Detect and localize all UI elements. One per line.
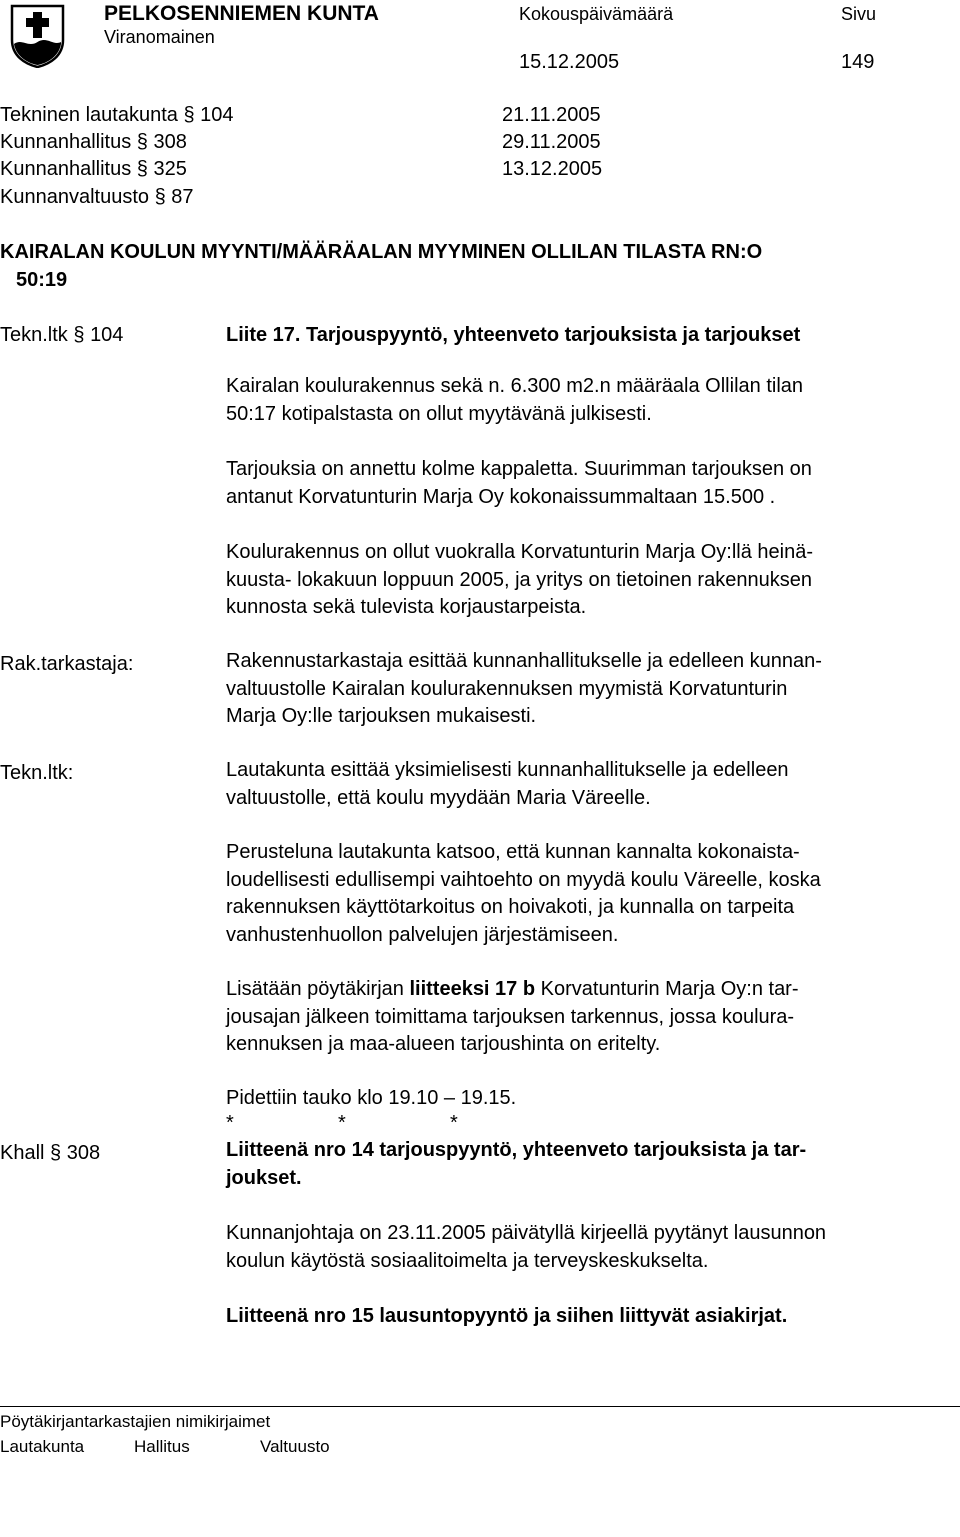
text-line: Tarjouksia on annettu kolme kappaletta. Suurimman tarjouksen on (226, 458, 812, 480)
paragraph-offers (226, 456, 946, 511)
text-line: rakennuksen käyttötarkoitus on hoivakoti, ja kunnalla on tarpeita (226, 896, 795, 918)
text-line: kunnosta sekä tulevista korjaustarpeista. (226, 596, 587, 618)
history-section-number: 87 (171, 186, 194, 208)
separator-star: * (226, 1112, 234, 1134)
text-line: antanut Korvatunturin Marja Oy kokonaissummaltaan 15.500 . (226, 485, 776, 508)
tekn-ltk-reference (0, 325, 123, 345)
document-title-continued: 50:19 (16, 269, 68, 291)
paragraph-rental (226, 539, 946, 622)
text-segment: Korvatunturin Marja Oy:n tar- (535, 978, 799, 1000)
text-line: valtuustolle, että koulu myydään Maria Väreelle. (226, 786, 651, 809)
paragraph-sale-info (226, 373, 946, 428)
history-item (0, 187, 194, 207)
text-line: vanhustenhuollon palvelujen järjestämiseen. (226, 923, 619, 946)
history-section-number: 104 (200, 104, 234, 126)
municipality-name: PELKOSENNIEMEN KUNTA (104, 2, 379, 25)
text-line: koulun käytöstä sosiaalitoimelta ja terveyskeskukselta. (226, 1249, 709, 1272)
page-number: 149 (841, 51, 875, 73)
paragraph-attachment-17b (226, 976, 946, 1059)
section-sign: § (154, 186, 166, 208)
attachment-14-heading (226, 1137, 946, 1192)
paragraph-building-inspector-proposal (226, 648, 946, 731)
khall-reference (0, 1143, 100, 1163)
tekn-ltk-label: Tekn.ltk (0, 324, 68, 346)
rak-tarkastaja-label: Rak.tarkastaja: (0, 653, 134, 675)
section-sign: § (183, 104, 195, 126)
paragraph-justification (226, 839, 946, 949)
section-sign: § (136, 131, 148, 153)
section-sign: § (50, 1142, 62, 1164)
history-date: 13.12.2005 (502, 158, 603, 180)
text-line: Kunnanjohtaja on 23.11.2005 päivätyllä kirjeellä pyytänyt lausunnon (226, 1222, 827, 1244)
attachment-15-heading: Liitteenä nro 15 lausuntopyyntö ja siihen liittyvät asiakirjat. (226, 1305, 788, 1327)
separator-star: * (450, 1112, 458, 1134)
text-line: kuusta- lokakuun loppuun 2005, ja yritys on tietoinen rakennuksen (226, 568, 812, 591)
section-sign: § (136, 158, 148, 180)
meeting-date: 15.12.2005 (519, 51, 620, 73)
footer-title: Pöytäkirjantarkastajien nimikirjaimet (0, 1412, 271, 1431)
section-sign: § (73, 324, 85, 346)
pause-note: Pidettiin tauko klo 19.10 – 19.15. (226, 1087, 517, 1109)
tekn-ltk-number: 104 (90, 324, 124, 346)
text-line: Kairalan koulurakennus sekä n. 6.300 m2.n määräala Ollilan tilan (226, 375, 804, 397)
document-title: KAIRALAN KOULUN MYYNTI/MÄÄRÄALAN MYYMINEN OLLILAN TILASTA RN:O (0, 241, 763, 263)
text-line: jousajan jälkeen toimittama tarjouksen tarkennus, jossa koulura- (226, 1005, 795, 1028)
text-line: Rakennustarkastaja esittää kunnanhallitukselle ja edelleen kunnan- (226, 650, 822, 672)
history-body: Kunnanvaltuusto (0, 186, 150, 208)
text-line: Perusteluna lautakunta katsoo, että kunnan kannalta kokonaista- (226, 841, 800, 863)
separator-star: * (338, 1112, 346, 1134)
history-section-number: 325 (153, 158, 187, 180)
tekn-ltk-decision-label: Tekn.ltk: (0, 762, 74, 784)
page-label: Sivu (841, 4, 877, 24)
history-body: Tekninen lautakunta (0, 104, 178, 126)
text-line: valtuustolle Kairalan koulurakennuksen myymistä Korvatunturin (226, 677, 788, 700)
khall-number: 308 (66, 1142, 101, 1164)
history-item (0, 105, 234, 125)
khall-label: Khall (0, 1142, 45, 1164)
history-body: Kunnanhallitus (0, 131, 132, 153)
text-line: Liitteenä nro 14 tarjouspyyntö, yhteenveto tarjouksista ja tar- (226, 1139, 807, 1161)
text-line: Marja Oy:lle tarjouksen mukaisesti. (226, 705, 537, 727)
text-line: 50:17 kotipalstasta on ollut myytävänä julkisesti. (226, 402, 652, 425)
history-date: 29.11.2005 (502, 131, 601, 153)
paragraph-statement-request (226, 1220, 946, 1275)
text-line: kennuksen ja maa-alueen tarjoushinta on eritelty. (226, 1033, 661, 1055)
municipality-coat-of-arms-logo (10, 4, 65, 68)
text-line: Koulurakennus on ollut vuokralla Korvatunturin Marja Oy:llä heinä- (226, 541, 813, 563)
attachment-17-heading: Liite 17. Tarjouspyyntö, yhteenveto tarjouksista ja tarjoukset (226, 324, 801, 346)
history-date: 21.11.2005 (502, 104, 601, 126)
history-item (0, 159, 187, 179)
history-item (0, 132, 187, 152)
history-section-number: 308 (153, 131, 187, 153)
meeting-date-label: Kokouspäivämäärä (519, 4, 674, 24)
text-line: Lautakunta esittää yksimielisesti kunnanhallitukselle ja edelleen (226, 759, 789, 781)
text-line: joukset. (226, 1166, 302, 1189)
text-line: loudellisesti edullisempi vaihtoehto on myydä koulu Väreelle, koska (226, 868, 821, 891)
text-line (226, 976, 946, 1004)
footer-divider (0, 1406, 960, 1407)
authority-label: Viranomainen (104, 27, 215, 47)
paragraph-board-proposal (226, 757, 946, 812)
footer-column-valtuusto: Valtuusto (260, 1437, 330, 1456)
text-segment: Lisätään pöytäkirjan (226, 978, 410, 1000)
footer-column-lautakunta: Lautakunta (0, 1437, 85, 1456)
history-body: Kunnanhallitus (0, 158, 132, 180)
footer-column-hallitus: Hallitus (134, 1437, 190, 1456)
attachment-17b-reference: liitteeksi 17 b (409, 978, 536, 1000)
